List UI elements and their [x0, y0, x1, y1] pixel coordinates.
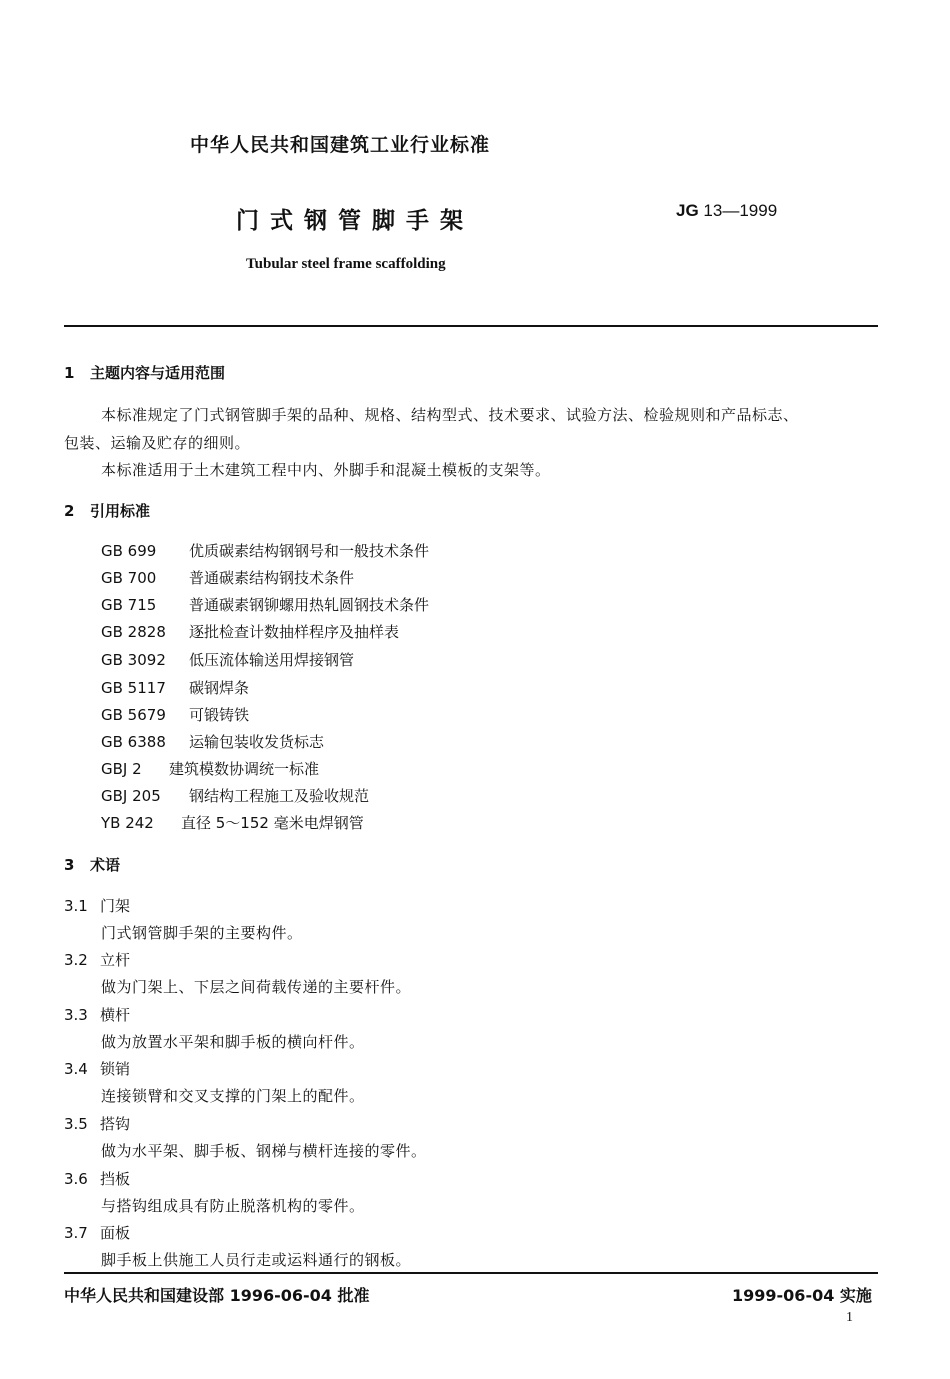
approval-note: 中华人民共和国建设部 1996-06-04 批准 [64, 1286, 370, 1305]
reference-code: GBJ 2 [101, 760, 142, 778]
term-number: 3.4 [64, 1060, 88, 1078]
term-name: 搭钩 [100, 1115, 131, 1133]
term-heading [64, 1113, 130, 1134]
section-1-heading [64, 362, 225, 383]
effective-date-note: 1999-06-04 实施 [732, 1286, 872, 1305]
term-heading [64, 1058, 130, 1079]
term-name: 门架 [100, 897, 131, 915]
reference-code: YB 242 [101, 814, 154, 832]
reference-code: GB 5679 [101, 706, 166, 724]
term-definition: 与搭钩组成具有防止脱落机构的零件。 [101, 1197, 365, 1215]
term-definition: 连接锁臂和交叉支撑的门架上的配件。 [101, 1087, 365, 1105]
reference-code: GB 6388 [101, 733, 166, 751]
term-definition: 做为放置水平架和脚手板的横向杆件。 [101, 1033, 365, 1051]
term-name: 横杆 [100, 1006, 131, 1024]
scope-paragraph-line-2: 包装、运输及贮存的细则。 [64, 434, 251, 452]
reference-title: 普通碳素结构钢技术条件 [189, 569, 355, 587]
issuing-body-heading: 中华人民共和国建筑工业行业标准 [190, 134, 491, 156]
reference-title: 钢结构工程施工及验收规范 [189, 787, 370, 805]
standard-code [676, 201, 777, 221]
page-number: 1 [846, 1310, 853, 1325]
term-number: 3.6 [64, 1170, 88, 1188]
applicability-paragraph: 本标准适用于土木建筑工程中内、外脚手和混凝土模板的支架等。 [101, 461, 551, 479]
term-number: 3.1 [64, 897, 88, 915]
term-heading [64, 1222, 130, 1243]
reference-title: 直径 5～152 毫米电焊钢管 [181, 814, 364, 832]
term-name: 锁销 [100, 1060, 131, 1078]
reference-item [101, 785, 369, 806]
reference-item [101, 731, 324, 752]
reference-item [101, 594, 429, 615]
term-name: 挡板 [100, 1170, 131, 1188]
section-number: 1 [64, 364, 75, 382]
section-3-heading [64, 854, 120, 875]
term-number: 3.5 [64, 1115, 88, 1133]
section-number: 3 [64, 856, 75, 874]
term-number: 3.3 [64, 1006, 88, 1024]
bottom-divider [64, 1272, 878, 1274]
standard-code-number: 13—1999 [703, 201, 778, 220]
reference-code: GBJ 205 [101, 787, 161, 805]
reference-title: 优质碳素结构钢钢号和一般技术条件 [189, 542, 430, 560]
reference-item [101, 704, 249, 725]
reference-item [101, 758, 319, 779]
reference-code: GB 700 [101, 569, 157, 587]
term-heading [64, 1168, 130, 1189]
reference-title: 逐批检查计数抽样程序及抽样表 [189, 623, 400, 641]
reference-item [101, 567, 354, 588]
term-heading [64, 1004, 130, 1025]
reference-title: 可锻铸铁 [189, 706, 250, 724]
reference-item [101, 677, 249, 698]
section-title: 主题内容与适用范围 [90, 364, 226, 382]
term-number: 3.7 [64, 1224, 88, 1242]
reference-title: 建筑模数协调统一标准 [169, 760, 320, 778]
top-divider [64, 325, 878, 327]
reference-item [101, 649, 354, 670]
term-definition: 门式钢管脚手架的主要构件。 [101, 924, 303, 942]
standard-code-prefix: JG [676, 201, 699, 220]
reference-title: 碳钢焊条 [189, 679, 250, 697]
term-number: 3.2 [64, 951, 88, 969]
reference-title: 运输包装收发货标志 [189, 733, 325, 751]
term-definition: 做为水平架、脚手板、钢梯与横杆连接的零件。 [101, 1142, 427, 1160]
section-2-heading [64, 500, 150, 521]
document-title: 门式钢管脚手架 [236, 208, 474, 234]
term-definition: 做为门架上、下层之间荷载传递的主要杆件。 [101, 978, 412, 996]
reference-code: GB 3092 [101, 651, 166, 669]
reference-code: GB 2828 [101, 623, 166, 641]
reference-item [101, 621, 399, 642]
reference-item [101, 540, 429, 561]
section-title: 术语 [90, 856, 121, 874]
term-name: 面板 [100, 1224, 131, 1242]
reference-title: 低压流体输送用焊接钢管 [189, 651, 355, 669]
reference-item [101, 812, 364, 833]
term-definition: 脚手板上供施工人员行走或运料通行的钢板。 [101, 1251, 412, 1269]
term-heading [64, 949, 130, 970]
reference-code: GB 699 [101, 542, 157, 560]
reference-title: 普通碳素钢铆螺用热轧圆钢技术条件 [189, 596, 430, 614]
term-name: 立杆 [100, 951, 131, 969]
reference-code: GB 5117 [101, 679, 166, 697]
section-number: 2 [64, 502, 75, 520]
english-title: Tubular steel frame scaffolding [246, 256, 446, 272]
section-title: 引用标准 [90, 502, 151, 520]
scope-paragraph-line-1: 本标准规定了门式钢管脚手架的品种、规格、结构型式、技术要求、试验方法、检验规则和产品标志、 [101, 406, 799, 424]
term-heading [64, 895, 130, 916]
reference-code: GB 715 [101, 596, 157, 614]
